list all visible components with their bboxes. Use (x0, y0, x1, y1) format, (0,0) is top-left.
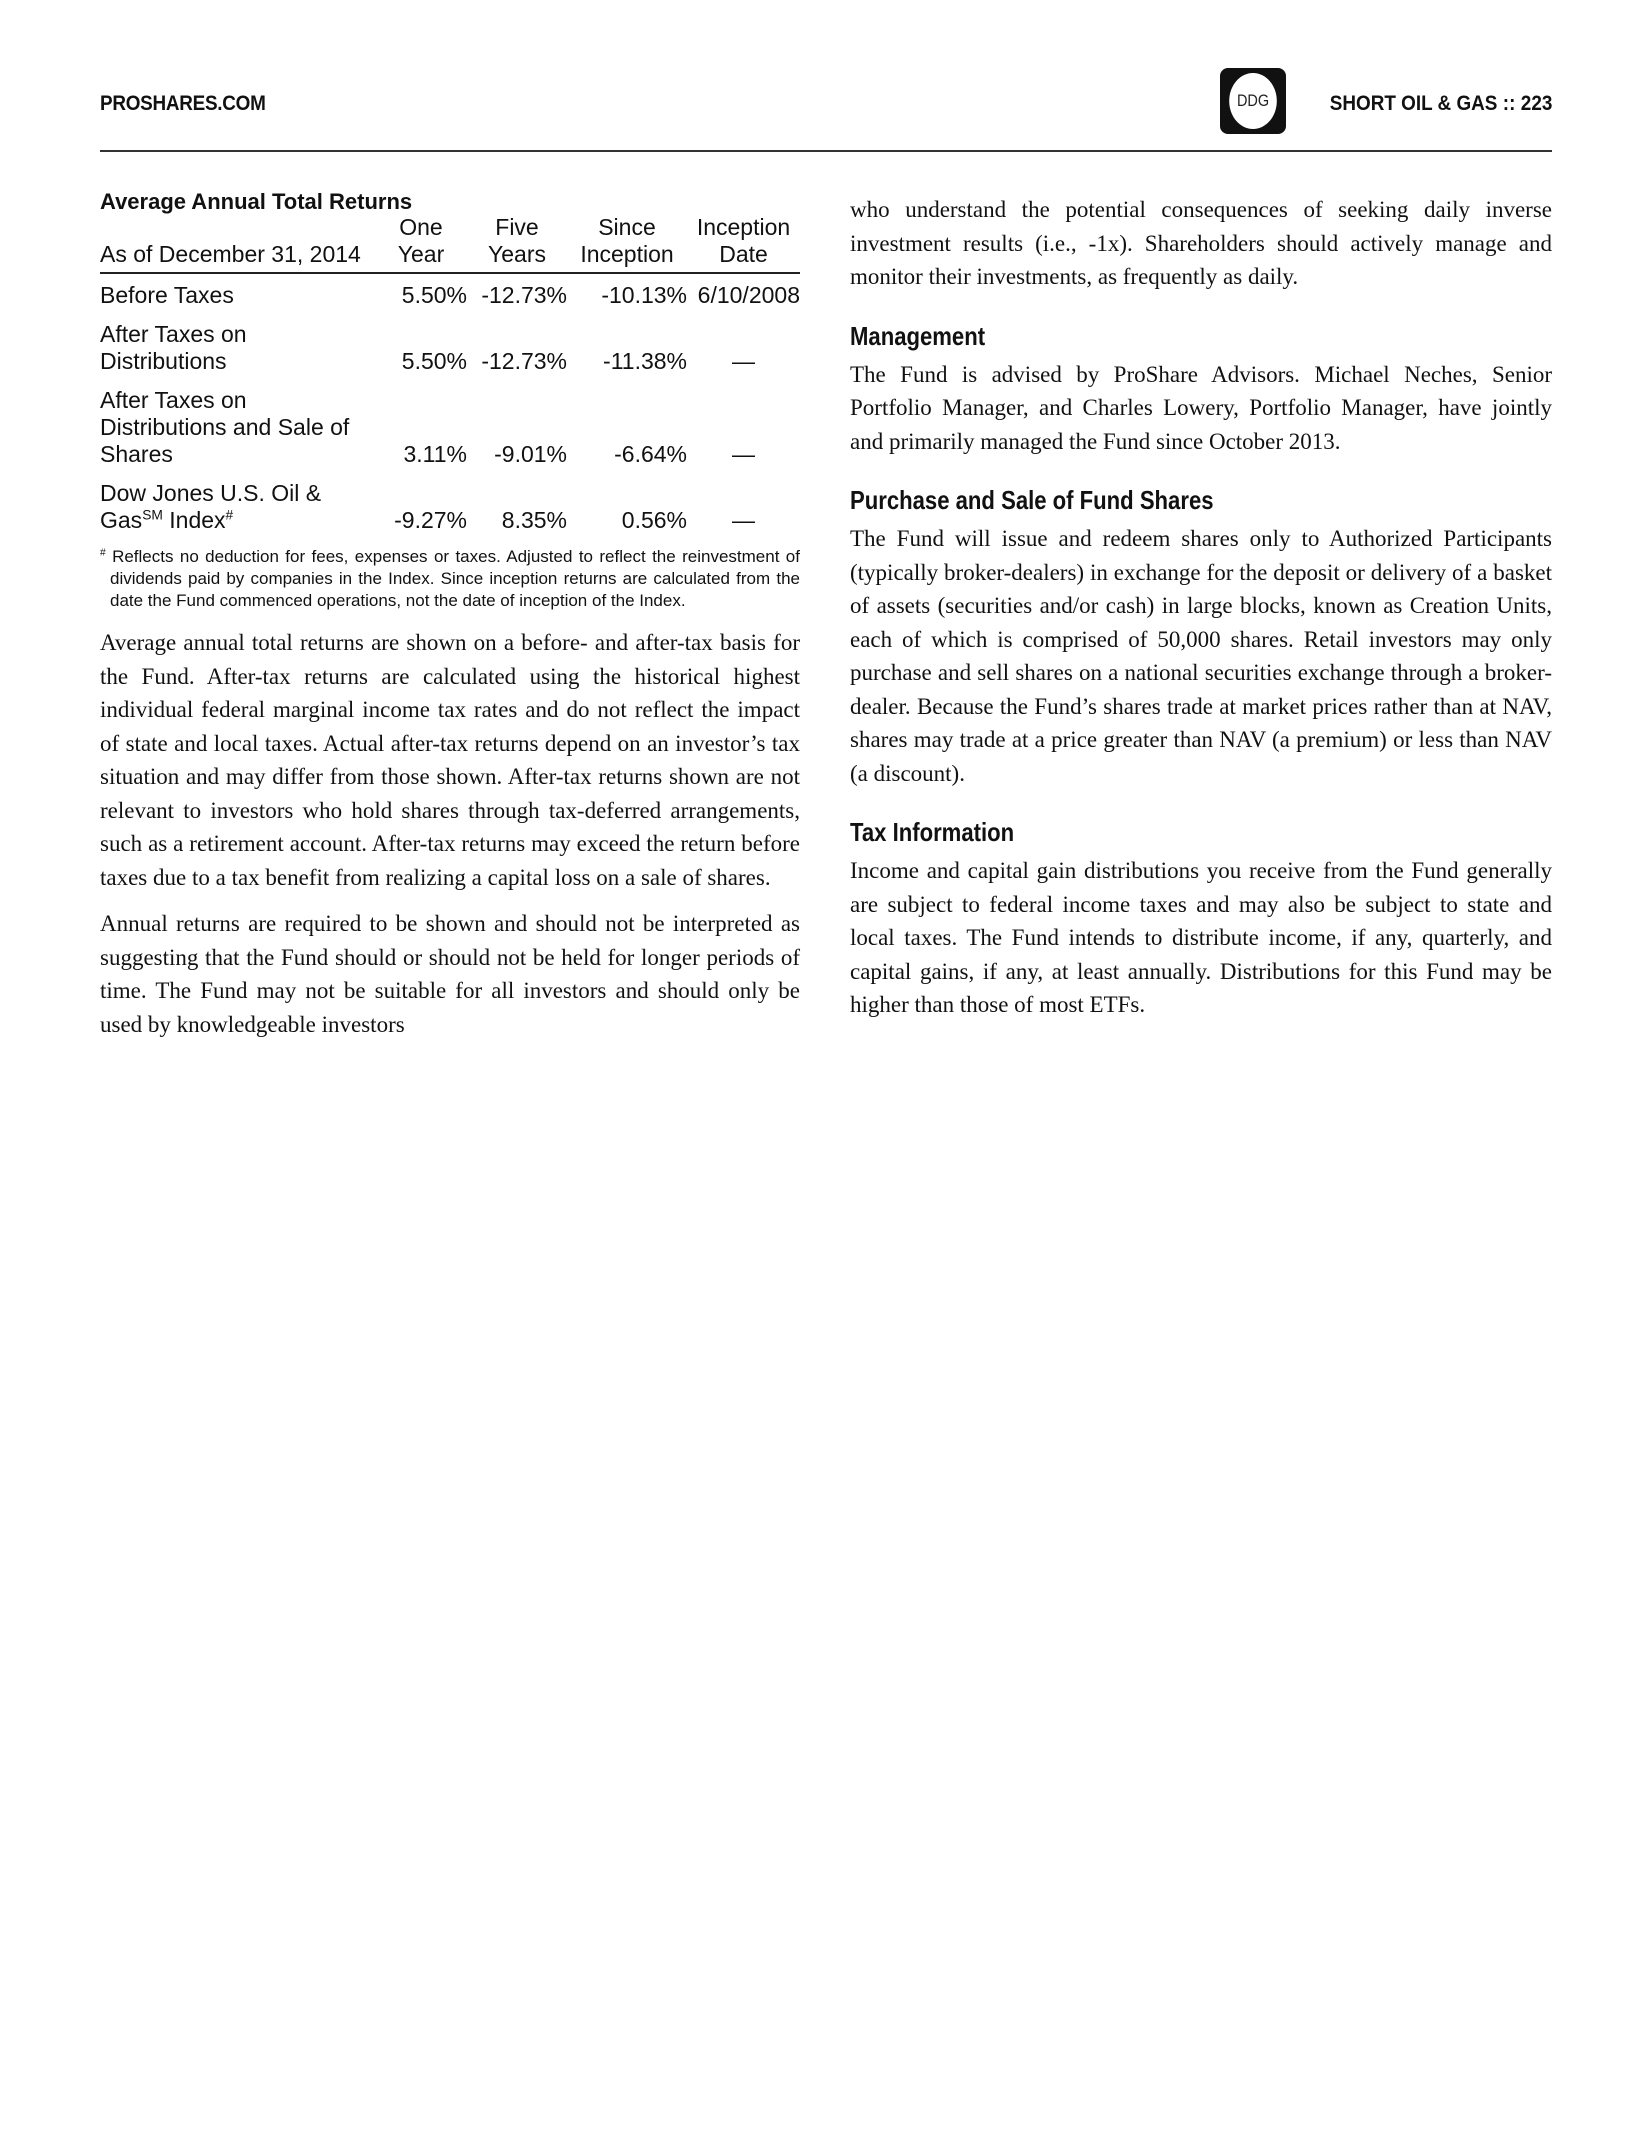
inception-date-value: — (732, 507, 755, 533)
footnote-mark: # (100, 547, 106, 559)
five-year-value: -12.73% (481, 282, 567, 308)
paragraph-purchase-sale: The Fund will issue and redeem shares only to Authorized Participants (typically broker-dealers) in exchange for the deposit or delivery of a basket of assets (securities and/or cash) in large blocks, known as Creation Units, each of which is comprised of 50,000 shares. Retail investors may only purchase and sell shares on a national securities exchange through a broker-dealer. Because the Fund’s shares trade at market prices rather than at NAV, shares may trade at a price greater than NAV (a premium) or less than NAV (a discount). (850, 526, 1552, 786)
table-row (100, 375, 800, 468)
heading-tax-information: Tax Information (850, 817, 1015, 847)
paragraph-after-tax-returns: Average annual total returns are shown on a before- and after-tax basis for the Fund. After-tax returns are calculated using the historical highest individual federal marginal income tax rates and do not reflect the impact of state and local taxes. Actual after-tax returns depend on an investor’s tax situation and may differ from those shown. After-tax returns shown are not relevant to investors who hold shares through tax-deferred arrangements, such as a retirement account. After-tax returns may exceed the return before taxes due to a tax benefit from realizing a capital loss on a sale of shares. (100, 630, 800, 890)
fund-name: SHORT OIL & GAS (1329, 92, 1498, 115)
one-year-value: 5.50% (401, 282, 467, 308)
table-row (100, 309, 800, 375)
one-year-value: -9.27% (394, 507, 467, 533)
paragraph-annual-returns: Annual returns are required to be shown and should not be interpreted as suggesting that the Fund should or should not be held for longer periods of time. The Fund may not be suitable for all investors and should only be used by knowledgeable investors (100, 911, 800, 1037)
left-column (100, 190, 800, 1041)
right-column (850, 193, 1552, 1022)
separator: :: (1502, 92, 1516, 115)
index-name: Dow Jones U.S. Oil & Gas (100, 480, 322, 533)
col-header-inception-date: Inception Date (687, 214, 800, 273)
table-footnote (100, 546, 800, 612)
five-year-value: -12.73% (481, 348, 567, 374)
page-header (100, 60, 1552, 152)
one-year-value: 3.11% (403, 441, 467, 467)
paragraph-continuation: who understand the potential consequences of seeking daily inverse investment results (i.e., -1x). Shareholders should actively manage and monitor their investments, as frequently as daily. (850, 197, 1552, 289)
col-header-as-of: As of December 31, 2014 (100, 214, 375, 273)
site-name: PROSHARES.COM (100, 92, 266, 115)
paragraph-tax-information: Income and capital gain distributions you receive from the Fund generally are subject to federal income taxes and may also be subject to state and local taxes. The Fund intends to distribute income, if any, quarterly, and capital gains, if any, at least annually. Distributions for this Fund may be higher than those of most ETFs. (850, 858, 1552, 1017)
inception-date-value: — (732, 441, 755, 467)
footnote-text: Reflects no deduction for fees, expenses or taxes. Adjusted to reflect the reinvestment of dividends paid by companies in the Index. Since inception returns are calculated from the date the Fund commenced operations, not the date of inception of the Index. (110, 547, 800, 610)
page-reference (1329, 92, 1552, 116)
heading-purchase-sale: Purchase and Sale of Fund Shares (850, 485, 1214, 515)
returns-table (100, 214, 800, 534)
since-inception-value: 0.56% (621, 507, 687, 533)
one-year-value: 5.50% (401, 348, 467, 374)
table-header-row (100, 214, 800, 273)
since-inception-value: -11.38% (603, 348, 687, 374)
heading-management: Management (850, 320, 986, 351)
col-header-five-years: Five Years (467, 214, 567, 273)
inception-date-value: — (732, 348, 755, 374)
table-row (100, 468, 800, 534)
row-label (100, 468, 375, 534)
since-inception-value: -10.13% (601, 282, 687, 308)
paragraph-management: The Fund is advised by ProShare Advisors. Michael Neches, Senior Portfolio Manager, and Charles Lowery, Portfolio Manager, have jointly and primarily managed the Fund since October 2013. (850, 361, 1552, 454)
inception-date-value: 6/10/2008 (697, 282, 800, 308)
five-year-value: 8.35% (501, 507, 567, 533)
five-year-value: -9.01% (494, 441, 567, 467)
ticker-symbol: DDG (1229, 73, 1277, 129)
col-header-one-year: One Year (375, 214, 467, 273)
footnote-marker: # (225, 507, 234, 523)
row-label: Before Taxes (100, 282, 234, 308)
row-label: After Taxes on Distributions and Sale of Shares (100, 387, 350, 467)
since-inception-value: -6.64% (614, 441, 687, 467)
ticker-badge (1220, 68, 1286, 134)
col-header-since-inception: Since Inception (567, 214, 687, 273)
row-label: After Taxes on Distributions (100, 321, 247, 374)
index-suffix: Index (162, 507, 226, 533)
table-row (100, 273, 800, 309)
page-number: 223 (1520, 92, 1552, 115)
service-mark: SM (142, 507, 163, 523)
table-title: Average Annual Total Returns (100, 189, 413, 214)
